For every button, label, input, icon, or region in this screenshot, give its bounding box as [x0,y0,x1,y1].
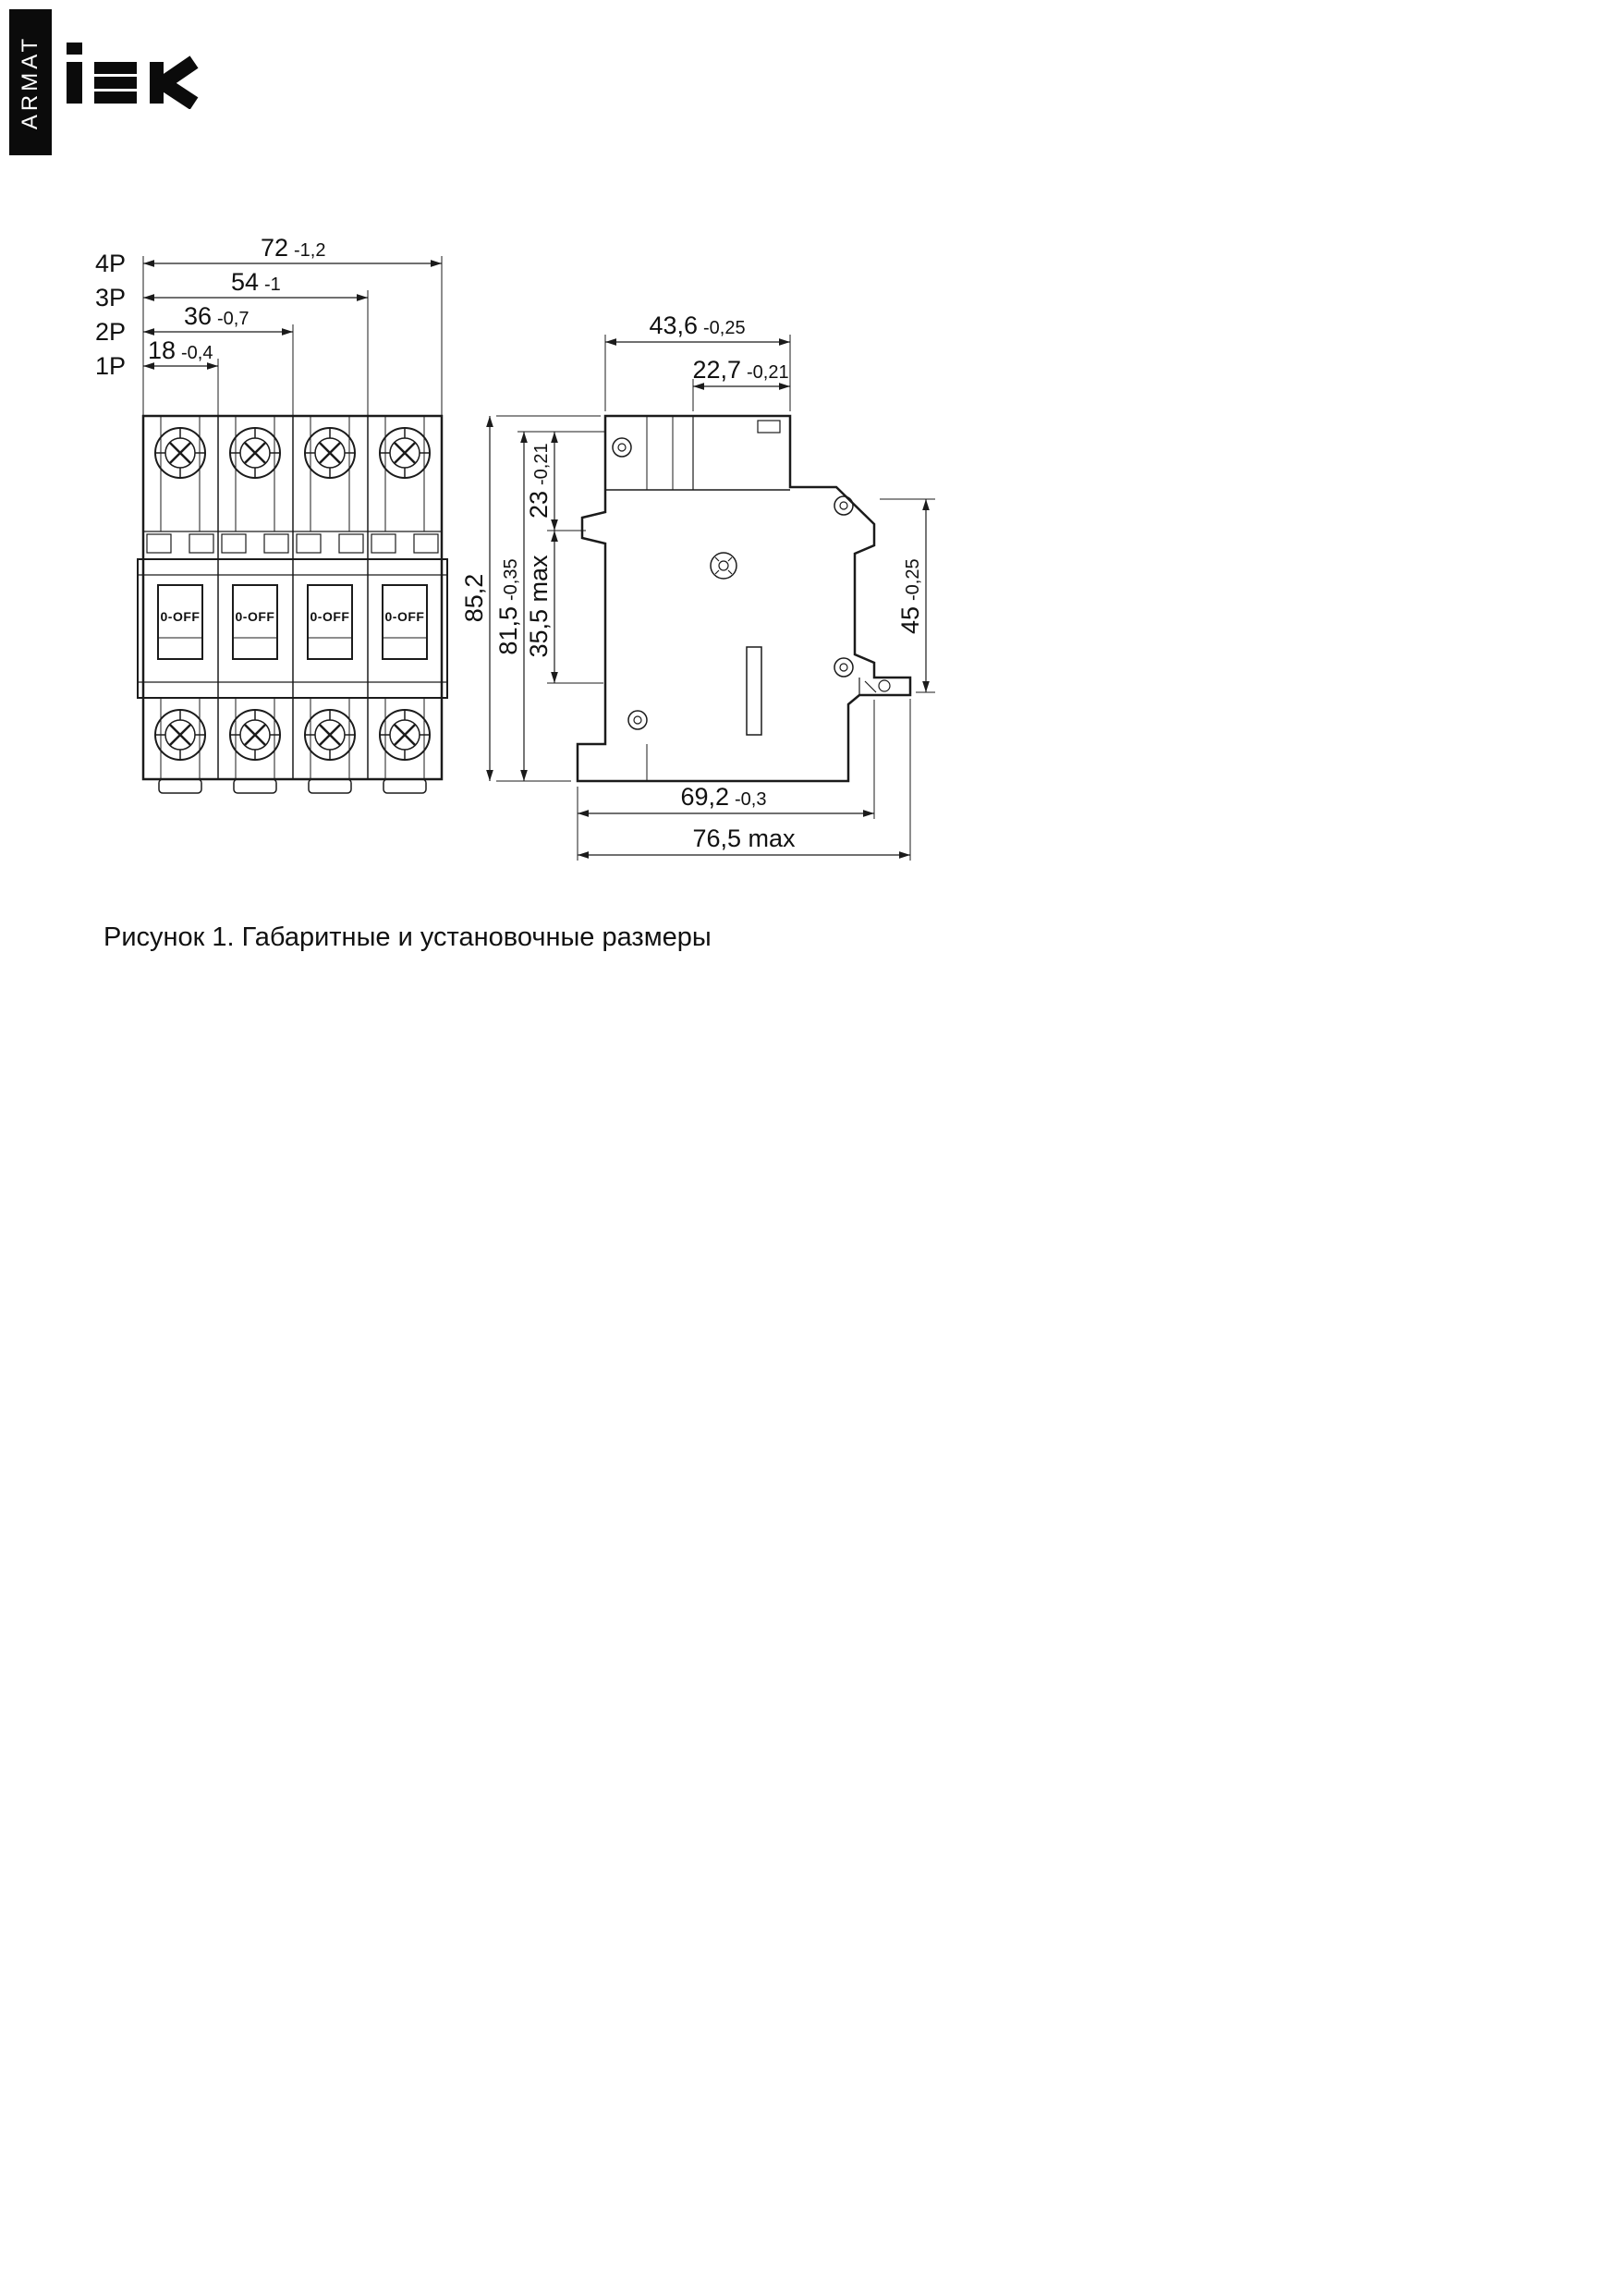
dim-body-height [494,432,524,781]
dim-tolerance: -0,25 [703,318,746,338]
figure-caption: Рисунок 1. Габаритные и установочные размеры [103,922,712,952]
dimensional-drawing [0,0,1619,924]
dim-terminal-section-height [525,432,554,531]
dim-value: 69,2 [680,783,729,811]
din-latch-screw [879,680,890,691]
dim-din-zone [896,499,926,692]
pole-count-label: 3P [95,284,127,311]
toggle-label: 0-OFF [235,609,275,624]
dim-tolerance: -0,7 [217,309,250,329]
dim-lever-zone [525,531,554,683]
dim-value: 23 [525,491,553,519]
breaker-body-side [578,416,910,781]
dim-value: 43,6 [649,311,698,339]
dim-value: 85,2 [460,573,488,623]
dim-3p [95,268,368,311]
dim-tolerance: -0,3 [735,789,767,810]
side-view [460,311,935,861]
dim-value: 36 [183,302,212,330]
dim-value: 45 [896,606,924,635]
dim-tolerance: -1,2 [294,240,326,261]
pole-count-label: 4P [95,250,127,277]
dim-tolerance: -0,35 [501,558,521,601]
rear-slot [747,647,761,735]
dim-top-width [605,311,790,342]
dim-value: 54 [230,268,259,296]
dim-tolerance: -0,4 [181,343,213,363]
housing-rivets [613,438,853,729]
dim-tolerance: -0,25 [903,558,923,601]
dim-tolerance: -1 [264,275,281,295]
pole-count-label: 2P [95,318,127,346]
pole-separators [218,416,368,779]
dim-overall-height [460,416,490,781]
din-clip-tabs [159,779,426,793]
toggle-label: 0-OFF [160,609,201,624]
series-label: ARMAT [18,34,43,130]
pole-count-label: 1P [95,352,127,380]
dim-value: 72 [260,234,288,262]
front-view [95,234,447,793]
dim-upper-step-width [692,356,790,386]
top-marking-window [758,421,780,433]
dim-mounting-depth [578,783,874,813]
dim-value: 22,7 [692,356,741,384]
dim-4p [95,234,442,277]
dim-value: 35,5 max [525,555,553,658]
terminal-slot-lines [647,416,673,490]
witness-lines-front [143,256,442,416]
dim-tolerance: -0,21 [747,362,789,383]
dim-value: 76,5 max [692,824,796,852]
dim-value: 18 [147,336,176,364]
dim-value: 81,5 [494,606,522,655]
dim-overall-depth [578,824,910,855]
toggle-label: 0-OFF [310,609,350,624]
dim-tolerance: -0,21 [531,443,552,485]
din-latch-detail [859,678,876,695]
toggle-label: 0-OFF [384,609,425,624]
